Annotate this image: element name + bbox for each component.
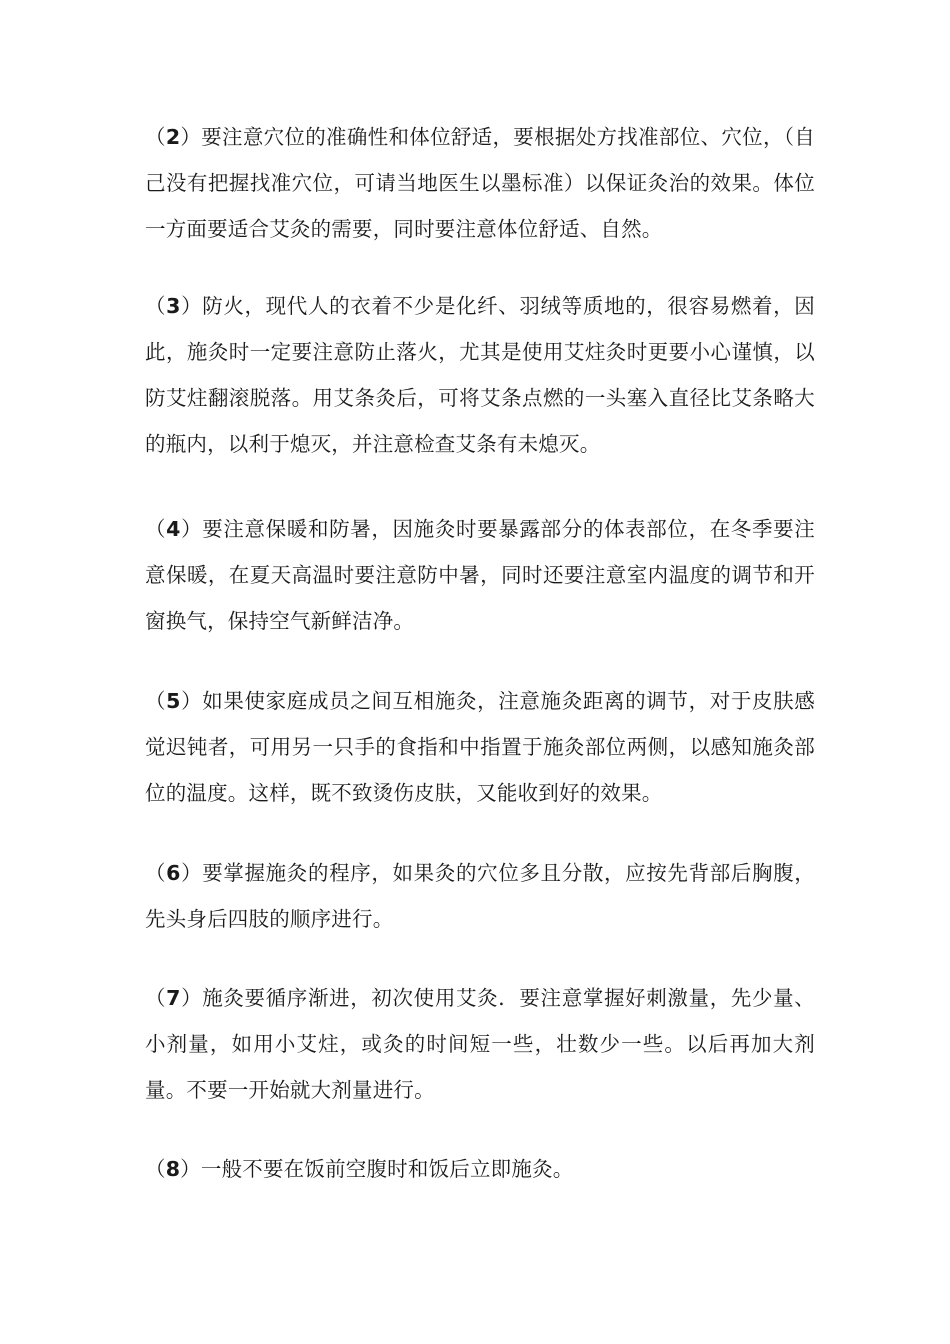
item-number: 5: [166, 689, 181, 713]
item-number: 6: [166, 861, 181, 885]
paren-close: ）: [180, 689, 203, 713]
paragraph-text: 防火，现代人的衣着不少是化纤、羽绒等质地的，很容易燃着，因此，施灸时一定要注意防止落火，尤其是使用艾炷灸时更要小心谨慎，以防艾炷翻滚脱落。用艾条灸后，可将艾条点燃的一头塞入直径比艾条略大的瓶内，以利于熄灭，并注意检查艾条有未熄灭。: [145, 294, 815, 456]
paren-open: （: [145, 517, 167, 541]
paren-open: （: [145, 294, 167, 318]
paren-open: （: [145, 689, 167, 713]
paragraph-text: 施灸要循序渐进，初次使用艾灸．要注意掌握好刺激量，先少量、小剂量，如用小艾炷，或灸的时间短一些，壮数少一些。以后再加大剂量。不要一开始就大剂量进行。: [145, 986, 815, 1102]
item-number: 7: [166, 986, 181, 1010]
paren-close: ）: [180, 125, 202, 149]
paragraph-item-2: [145, 114, 815, 252]
paren-open: （: [145, 861, 167, 885]
paren-close: ）: [180, 517, 203, 541]
paragraph-text: 要注意穴位的准确性和体位舒适，要根据处方找准部位、穴位，（自己没有把握找准穴位，可请当地医生以墨标准）以保证灸治的效果。体位一方面要适合艾灸的需要，同时要注意体位舒适、自然。: [145, 125, 816, 241]
paren-close: ）: [180, 294, 203, 318]
item-number: 3: [166, 294, 181, 318]
paragraph-item-5: [145, 678, 815, 816]
paragraph-item-8: [145, 1146, 815, 1192]
item-number: 2: [165, 125, 181, 149]
paragraph-text: 一般不要在饭前空腹时和饭后立即施灸。: [200, 1157, 574, 1181]
paren-close: ）: [180, 1157, 201, 1181]
paragraph-item-6: [145, 850, 815, 942]
paragraph-text: 要注意保暖和防暑，因施灸时要暴露部分的体表部位，在冬季要注意保暖，在夏天高温时要注意防中暑，同时还要注意室内温度的调节和开窗换气，保持空气新鲜洁净。: [145, 517, 815, 633]
paren-open: （: [145, 1157, 166, 1181]
paragraph-item-7: [145, 975, 815, 1113]
item-number: 8: [165, 1157, 181, 1181]
paragraph-text: 要掌握施灸的程序，如果灸的穴位多且分散，应按先背部后胸腹，先头身后四肢的顺序进行。: [145, 861, 815, 931]
item-number: 4: [166, 517, 181, 541]
paren-open: （: [145, 125, 166, 149]
paren-close: ）: [180, 986, 203, 1010]
paren-open: （: [145, 986, 167, 1010]
paragraph-text: 如果使家庭成员之间互相施灸，注意施灸距离的调节，对于皮肤感觉迟钝者，可用另一只手的食指和中指置于施灸部位两侧，以感知施灸部位的温度。这样，既不致烫伤皮肤，又能收到好的效果。: [145, 689, 815, 805]
paragraph-item-4: [145, 506, 815, 644]
paren-close: ）: [180, 861, 203, 885]
paragraph-item-3: [145, 283, 815, 467]
